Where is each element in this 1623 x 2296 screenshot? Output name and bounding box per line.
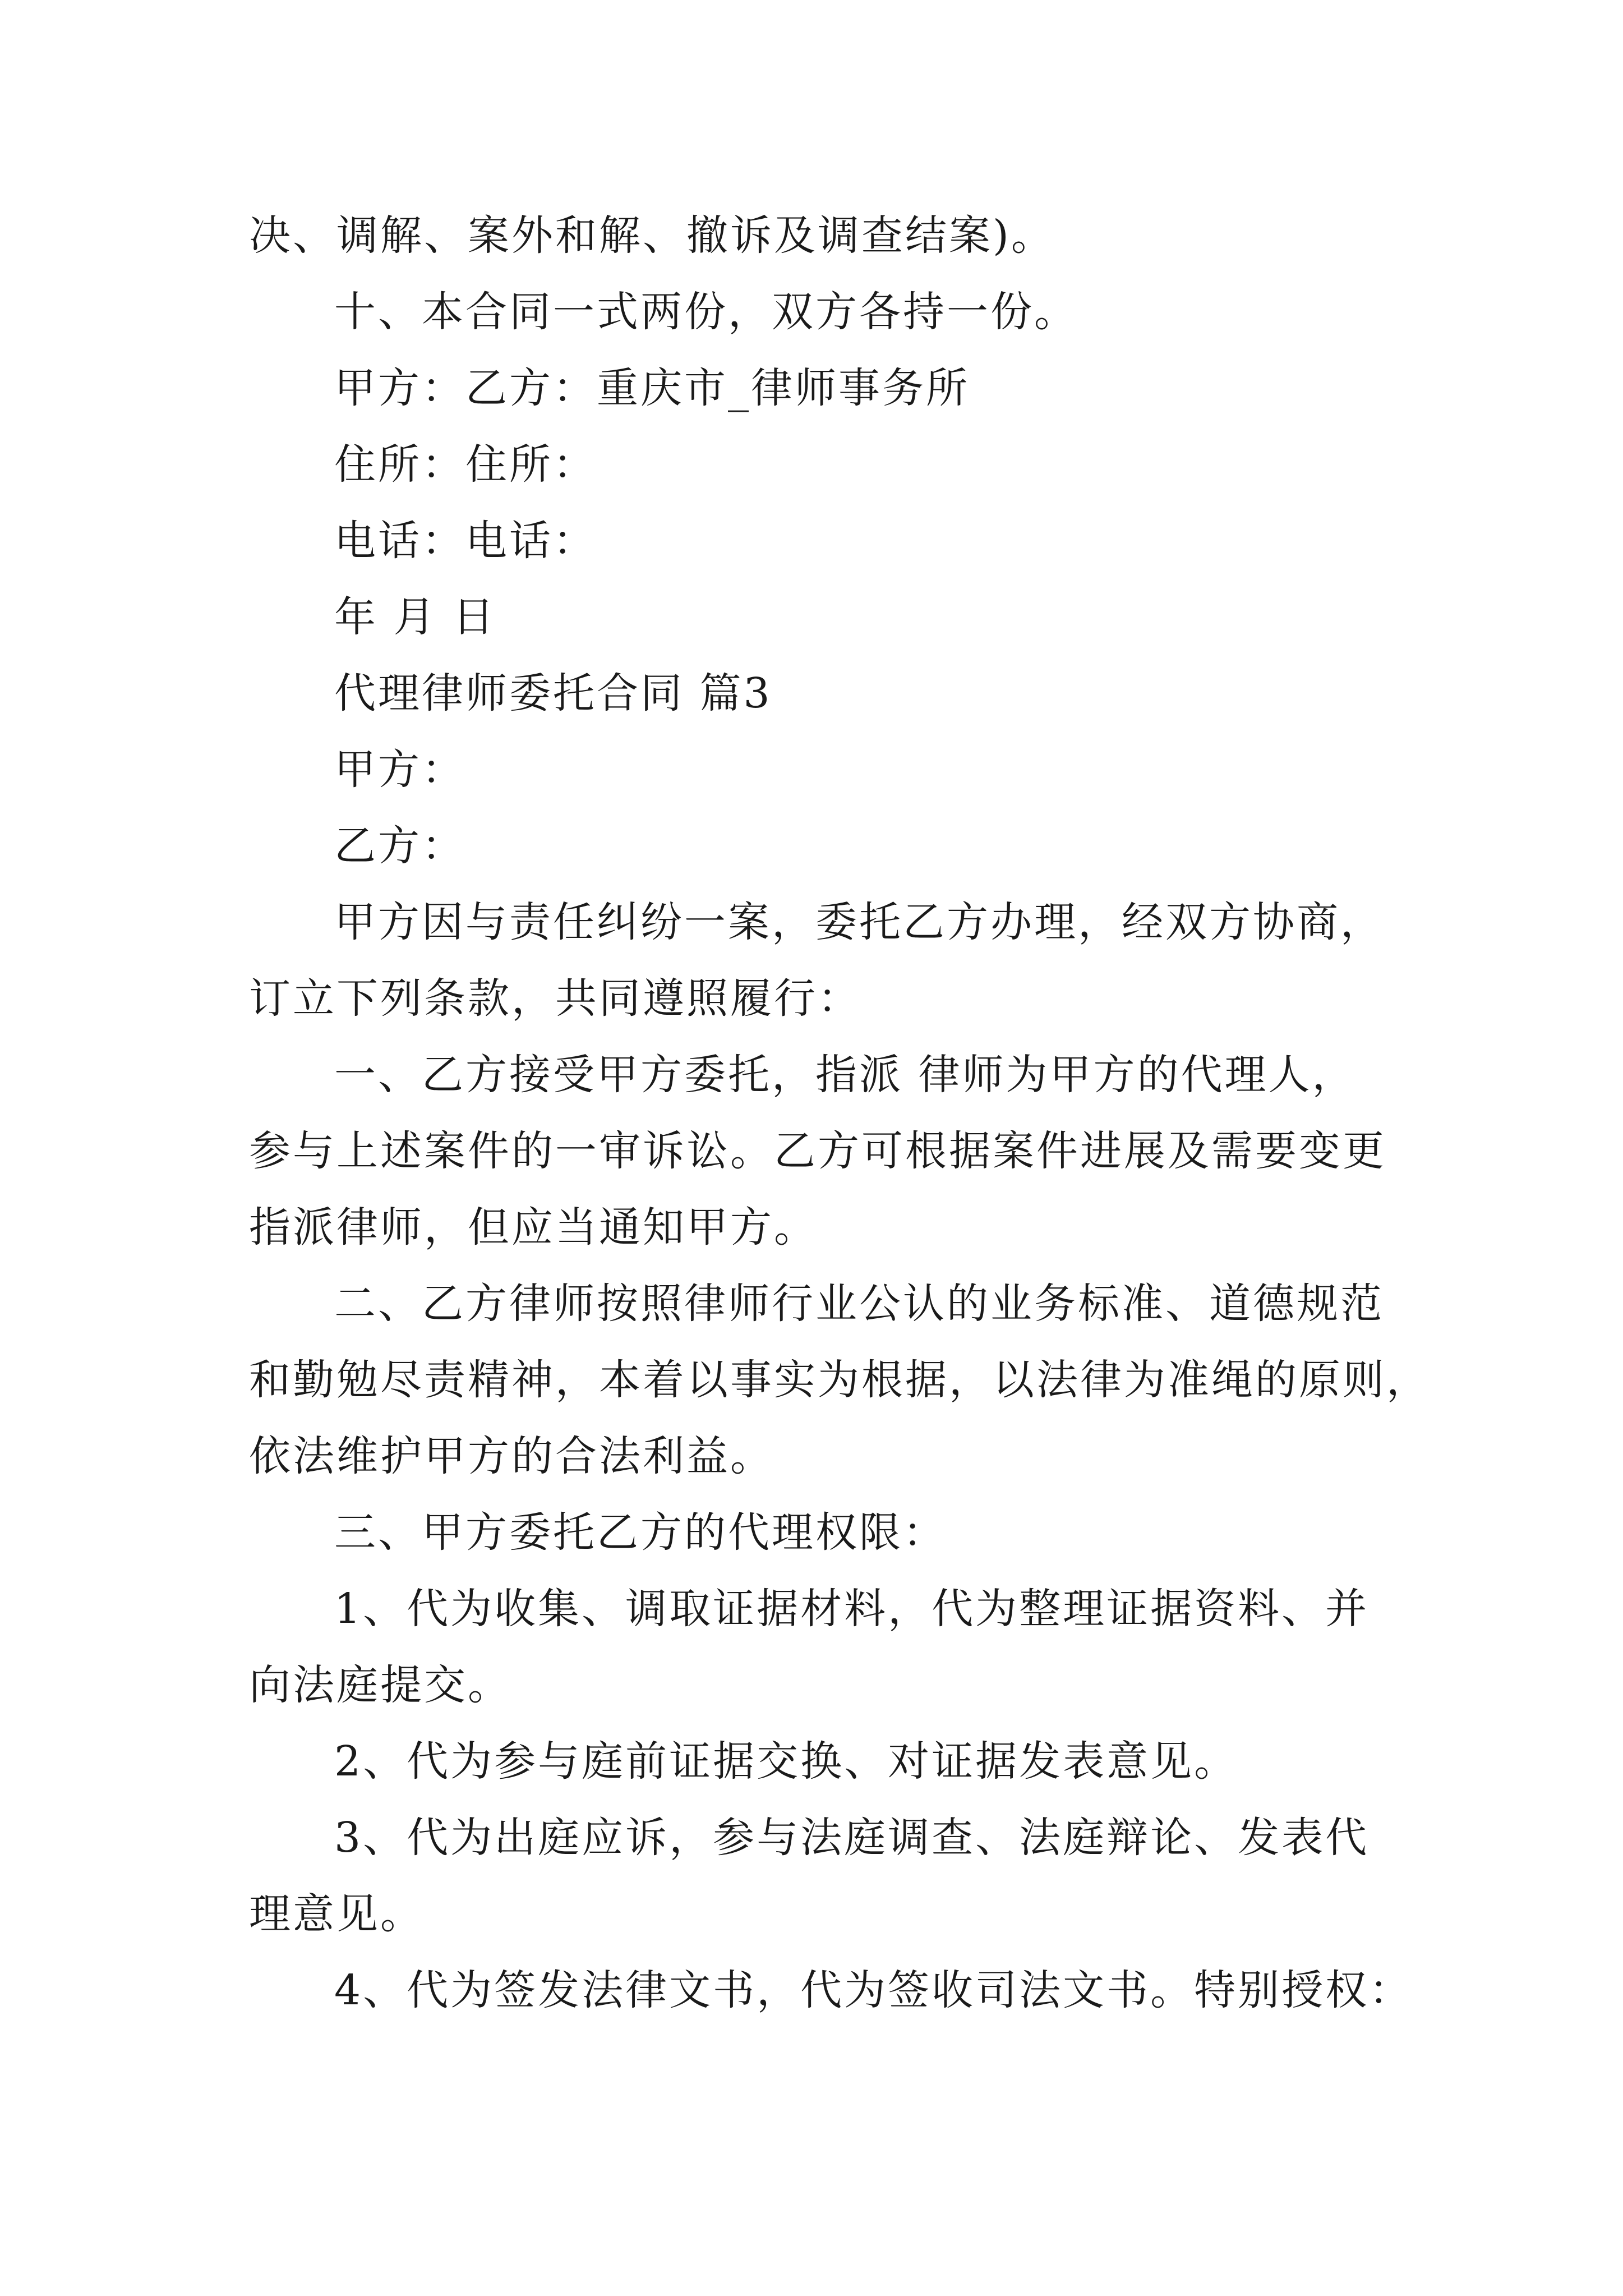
date-line: 年 月 日 [334,593,497,641]
paragraph-line: 4、代为签发法律文书，代为签收司法文书。特别授权： [334,1966,1413,2014]
paragraph-line: 2、代为参与庭前证据交换、对证据发表意见。 [334,1737,1238,1786]
paragraph-line: 和勤勉尽责精神，本着以事实为根据，以法律为准绳的原则， [249,1356,1430,1404]
party-b-line: 乙方： [334,822,465,870]
document-body [249,197,1430,2028]
paragraph-line: 理意见。 [249,1890,424,1938]
party-a-line: 甲方： [334,746,465,794]
paragraph-line: 决、调解、案外和解、撤诉及调查结案)。 [249,211,1055,260]
paragraph-line: 依法维护甲方的合法利益。 [249,1432,774,1480]
paragraph-line: 二、乙方律师按照律师行业公认的业务标准、道德规范 [334,1280,1384,1328]
party-line: 甲方：乙方：重庆市_律师事务所 [334,364,970,412]
phone-line: 电话：电话： [334,517,597,565]
paragraph-line: 三、甲方委托乙方的代理权限： [334,1508,947,1557]
paragraph-line: 指派律师，但应当通知甲方。 [249,1203,818,1251]
paragraph-line: 参与上述案件的一审诉讼。乙方可根据案件进展及需要变更 [249,1127,1386,1175]
paragraph-line: 订立下列条款，共同遵照履行： [249,974,861,1023]
paragraph-line: 向法庭提交。 [249,1661,511,1709]
paragraph-line: 甲方因与责任纠纷一案，委托乙方办理，经双方协商， [334,898,1384,946]
address-line: 住所：住所： [334,440,597,489]
paragraph-line: 1、代为收集、调取证据材料，代为整理证据资料、并 [334,1585,1370,1633]
paragraph-line: 3、代为出庭应诉，参与法庭调查、法庭辩论、发表代 [334,1814,1370,1862]
paragraph-line: 十、本合同一式两份，双方各持一份。 [334,288,1078,336]
paragraph-line: 一、乙方接受甲方委托，指派 律师为甲方的代理人， [334,1051,1356,1099]
section-title: 代理律师委托合同 篇3 [334,669,772,717]
